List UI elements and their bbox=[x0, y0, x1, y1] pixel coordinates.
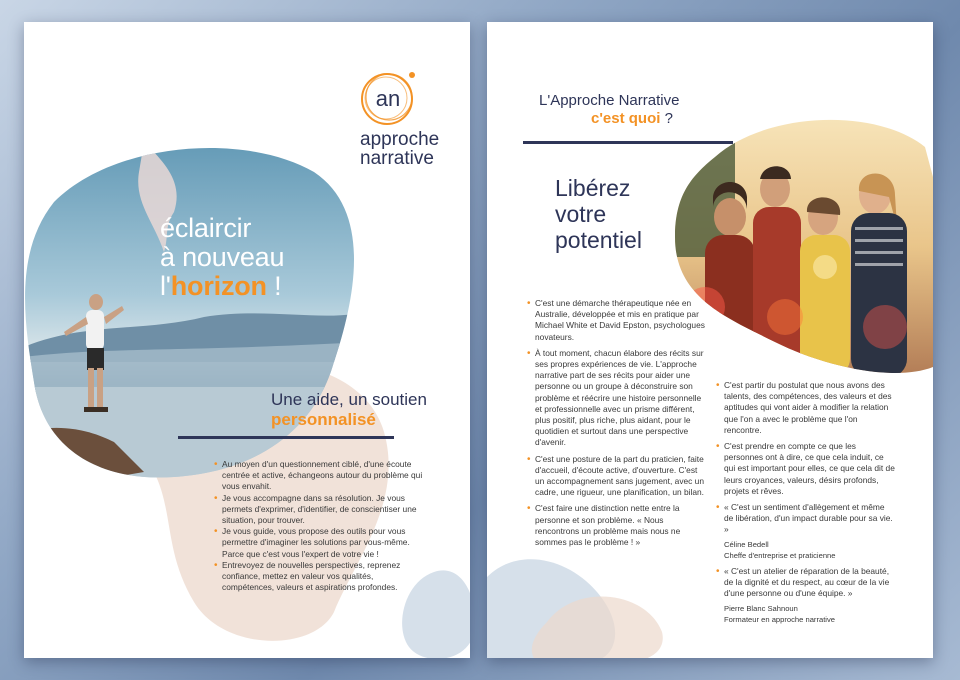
title-suffix: ? bbox=[660, 110, 673, 127]
hero-line3 bbox=[160, 272, 284, 301]
logo-monogram: an bbox=[375, 86, 401, 111]
subtitle-line1: Une aide, un soutien bbox=[271, 390, 427, 409]
logo-wordmark bbox=[360, 130, 460, 168]
hero-highlight: horizon bbox=[170, 271, 267, 301]
list-item: • C'est une posture de la part du praticien, faite d'accueil, d'écoute active, d'ouverture. C'est un accompagnement sans jugement, avec un cadre, une rigueur, une planification, un bilan. bbox=[527, 454, 705, 499]
big-line3: potentiel bbox=[555, 227, 642, 253]
quote-role: Formateur en approche narrative bbox=[724, 614, 836, 624]
section-subtitle bbox=[271, 390, 427, 430]
title-line2 bbox=[539, 110, 679, 128]
list-item: • Je vous guide, vous propose des outils pour vous permettre d'imaginer les solutions par vous-même. Parce que c'est vous l'expert de votre vie ! bbox=[214, 526, 426, 560]
hero-headline bbox=[160, 214, 284, 301]
big-line2: votre bbox=[555, 201, 607, 227]
big-line1: Libérez bbox=[555, 175, 631, 201]
list-item: • Au moyen d'un questionnement ciblé, d'une écoute centrée et active, échangeons autour du problème qui vous envahit. bbox=[214, 459, 426, 493]
right-col2-list bbox=[716, 380, 896, 630]
quote-item bbox=[716, 502, 896, 561]
big-headline bbox=[555, 175, 642, 253]
hero-line3-suffix: ! bbox=[266, 271, 282, 301]
right-page bbox=[487, 22, 933, 658]
quote-text: « C'est un atelier de réparation de la beauté, de la dignité et du respect, au cœur de la vie d'une personne ou d'une équipe. » bbox=[724, 566, 890, 599]
list-item: • Je vous accompagne dans sa résolution. Je vous permets d'exprimer, d'identifier, de conscientiser une situation, pour trouver. bbox=[214, 493, 426, 527]
quote-item bbox=[716, 566, 896, 625]
hero-line1: éclaircir bbox=[160, 213, 252, 243]
list-item: • C'est partir du postulat que nous avons des talents, des compétences, des valeurs et des aptitudes qui vont aider à modifier la relation que l'on a avec le problème que l'on rencontre. bbox=[716, 380, 896, 436]
hero-line2: à nouveau bbox=[160, 242, 285, 272]
left-page bbox=[24, 22, 470, 658]
friends-photo bbox=[675, 117, 933, 377]
logo-line2: narrative bbox=[360, 148, 434, 169]
quote-author: Pierre Blanc Sahnoun bbox=[724, 603, 798, 613]
list-item: • À tout moment, chacun élabore des récits sur ses propres expériences de vie. L'approche narrative part de ses récits pour aider une personne ou un groupe à déconstruire son problème et réécrire une histoire personnelle et professionnelle avec un prisme différent, plus positif, plus riche, plus aidant, pour le quotidien et surtout dans une perspective d'avenir. bbox=[527, 348, 705, 449]
list-item: • C'est faire une distinction nette entre la personne et son problème. « Nous rencontrons un problème mais nous ne sommes pas le problème ! » bbox=[527, 503, 705, 548]
list-item: • C'est prendre en compte ce que les personnes ont à dire, ce que cela induit, ce qui est important pour elles, ce que cela dit de leurs croyances, valeurs, désirs profonds, projets et rêves. bbox=[716, 441, 896, 497]
list-item: • Entrevoyez de nouvelles perspectives, reprenez confiance, mettez en valeur vos qualités, compétences, valeurs et aspirations profondes. bbox=[214, 560, 426, 594]
quote-role: Cheffe d'entreprise et praticienne bbox=[724, 550, 836, 560]
quote-author: Céline Bedell bbox=[724, 539, 769, 549]
subtitle-divider bbox=[178, 436, 394, 439]
left-bullet-list bbox=[214, 459, 426, 593]
title-line1: L'Approche Narrative bbox=[539, 92, 680, 109]
logo-circle-icon bbox=[357, 66, 419, 128]
list-item: • C'est une démarche thérapeutique née en Australie, développée et mis en pratique par Michael White et David Epston, psychologues novateurs. bbox=[527, 298, 705, 343]
quote-text: « C'est un sentiment d'allègement et même de libération, d'un impact durable pour sa vie. » bbox=[724, 502, 893, 535]
hero-line3-prefix: l' bbox=[160, 271, 171, 301]
title-highlight: c'est quoi bbox=[591, 110, 661, 127]
right-col1-list bbox=[527, 298, 705, 553]
beige-blob-shape bbox=[527, 582, 667, 658]
page-title bbox=[539, 92, 679, 128]
logo-line1: approche bbox=[360, 129, 440, 150]
subtitle-highlight: personnalisé bbox=[271, 410, 376, 429]
